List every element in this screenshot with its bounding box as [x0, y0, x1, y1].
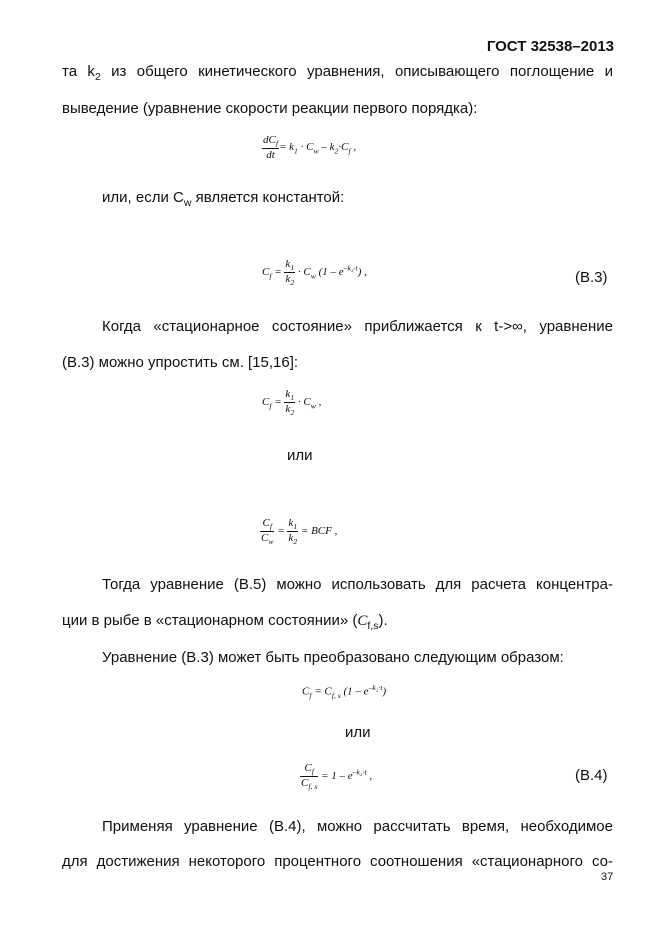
paragraph-line: Когда «стационарное состояние» приближается к t->∞, уравнение — [102, 318, 613, 335]
equation-number: (В.3) — [575, 269, 608, 286]
paragraph-line: ции в рыбе в «стационарном состоянии» $(C_{f,s})$. — [62, 612, 388, 632]
page-number: 37 — [601, 871, 614, 883]
paragraph-line: выведение (уравнение скорости реакции первого порядка): — [62, 100, 478, 117]
formula-bcf: $\frac{C_f}{C_w}$ = $\frac{k_1}{k_2}$ = BCF , — [261, 517, 338, 547]
paragraph-line: (В.3) можно упростить см. [15,16]: — [62, 354, 299, 371]
connector-word: или — [287, 447, 313, 464]
formula-b4: $\frac{C_f}{C_{f, s}}$ = $1 - e^{-k_2\cdot t}$ , — [301, 762, 373, 792]
equation-number: (В.4) — [575, 767, 608, 784]
formula-steady-state: $C_f$ = $\frac{k_1}{k_2}$ · $C_w$ , — [262, 388, 322, 418]
paragraph-line: Применяя уравнение (В.4), можно рассчитать время, необходимое — [102, 818, 613, 835]
paragraph-line: Уравнение (В.3) может быть преобразовано следующим образом: — [102, 649, 564, 666]
paragraph-line: Тогда уравнение (В.5) можно использовать для расчета концентра- — [102, 576, 613, 593]
formula-rate-equation: $\frac{dC_f}{dt}$ = $k_1 \cdot C_w - k_2\cdot C_f$ , — [263, 134, 357, 162]
connector-word: или — [345, 724, 371, 741]
paragraph-line: или, если $C_w$ является константой: — [102, 189, 345, 209]
paragraph-line: для достижения некоторого процентного соотношения «стационарного со- — [62, 853, 613, 870]
formula-transformed: $C_f = C_{f, s}$ $(1 - e^{-k_2\cdot t})$ — [302, 683, 387, 700]
paragraph-line: та $k_2$ из общего кинетического уравнения, описывающего поглощение и — [62, 63, 614, 83]
formula-b3: $C_f$ = $\frac{k_1}{k_2}$ · $C_w$ $(1 - e^{-k_2\cdot t})$ , — [262, 258, 367, 288]
document-code: ГОСТ 32538–2013 — [486, 38, 614, 55]
